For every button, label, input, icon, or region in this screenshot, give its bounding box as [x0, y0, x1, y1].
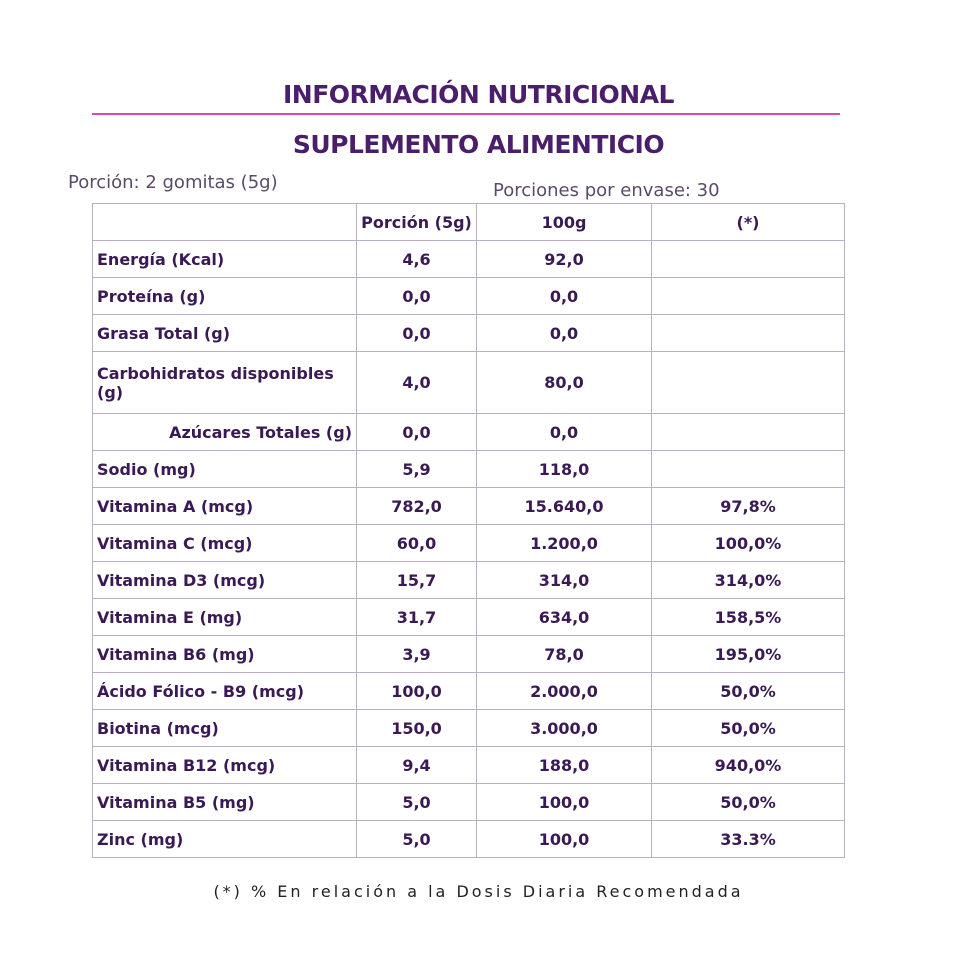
portion-value: 100,0: [357, 673, 477, 710]
table-row: [93, 636, 845, 673]
column-header-per100g: 100g: [477, 204, 652, 241]
title-divider: [92, 113, 840, 115]
table-row: [93, 414, 845, 451]
nutrient-name: Vitamina C (mcg): [93, 525, 357, 562]
portion-value: 4,6: [357, 241, 477, 278]
portion-value: 9,4: [357, 747, 477, 784]
table-row: [93, 451, 845, 488]
per100g-value: 92,0: [477, 241, 652, 278]
portion-value: 5,0: [357, 784, 477, 821]
column-header-nutrient: [93, 204, 357, 241]
per100g-value: 314,0: [477, 562, 652, 599]
per100g-value: 634,0: [477, 599, 652, 636]
table-row: [93, 278, 845, 315]
table-row: [93, 599, 845, 636]
portion-value: 5,9: [357, 451, 477, 488]
per100g-value: 0,0: [477, 315, 652, 352]
nutrient-name: Sodio (mg): [93, 451, 357, 488]
daily-value-percent: 940,0%: [652, 747, 845, 784]
nutrient-name: Vitamina B5 (mg): [93, 784, 357, 821]
table-row: [93, 352, 845, 414]
per100g-value: 0,0: [477, 278, 652, 315]
table-row: [93, 241, 845, 278]
daily-value-percent: 50,0%: [652, 673, 845, 710]
nutrient-name: Vitamina B6 (mg): [93, 636, 357, 673]
portion-value: 0,0: [357, 315, 477, 352]
portion-value: 4,0: [357, 352, 477, 414]
nutrient-name: Vitamina E (mg): [93, 599, 357, 636]
daily-value-percent: 33.3%: [652, 821, 845, 858]
portion-value: 60,0: [357, 525, 477, 562]
portion-value: 150,0: [357, 710, 477, 747]
daily-value-percent: 314,0%: [652, 562, 845, 599]
table-row: [93, 525, 845, 562]
portion-value: 5,0: [357, 821, 477, 858]
daily-value-percent: 100,0%: [652, 525, 845, 562]
nutrient-name: Biotina (mcg): [93, 710, 357, 747]
nutrient-name: Azúcares Totales (g): [93, 414, 357, 451]
daily-value-percent: [652, 451, 845, 488]
nutrient-name: Grasa Total (g): [93, 315, 357, 352]
portion-value: 15,7: [357, 562, 477, 599]
daily-value-percent: [652, 278, 845, 315]
nutrition-table: [92, 203, 845, 858]
daily-value-percent: 195,0%: [652, 636, 845, 673]
per100g-value: 1.200,0: [477, 525, 652, 562]
per100g-value: 3.000,0: [477, 710, 652, 747]
per100g-value: 188,0: [477, 747, 652, 784]
daily-value-percent: [652, 241, 845, 278]
nutrient-name: Energía (Kcal): [93, 241, 357, 278]
per100g-value: 0,0: [477, 414, 652, 451]
nutrient-name: Vitamina B12 (mcg): [93, 747, 357, 784]
portion-size-label: Porción: 2 gomitas (5g): [68, 172, 278, 193]
portion-value: 782,0: [357, 488, 477, 525]
per100g-value: 100,0: [477, 821, 652, 858]
table-row: [93, 821, 845, 858]
page-title: INFORMACIÓN NUTRICIONAL: [283, 80, 674, 109]
portion-value: 31,7: [357, 599, 477, 636]
daily-value-percent: [652, 352, 845, 414]
per100g-value: 118,0: [477, 451, 652, 488]
per100g-value: 100,0: [477, 784, 652, 821]
table-row: [93, 562, 845, 599]
table-row: [93, 488, 845, 525]
daily-value-percent: 97,8%: [652, 488, 845, 525]
nutrient-name: Ácido Fólico - B9 (mcg): [93, 673, 357, 710]
nutrient-name: Carbohidratos disponibles (g): [93, 352, 357, 414]
portion-value: 0,0: [357, 278, 477, 315]
nutrient-name: Vitamina A (mcg): [93, 488, 357, 525]
daily-value-percent: [652, 414, 845, 451]
table-header-row: [93, 204, 845, 241]
per100g-value: 2.000,0: [477, 673, 652, 710]
table-row: [93, 784, 845, 821]
daily-value-percent: 50,0%: [652, 784, 845, 821]
nutrient-name: Vitamina D3 (mcg): [93, 562, 357, 599]
nutrient-name: Proteína (g): [93, 278, 357, 315]
table-row: [93, 673, 845, 710]
column-header-portion: Porción (5g): [357, 204, 477, 241]
table-row: [93, 747, 845, 784]
table-row: [93, 315, 845, 352]
per100g-value: 15.640,0: [477, 488, 652, 525]
table-row: [93, 710, 845, 747]
daily-value-percent: [652, 315, 845, 352]
portion-value: 3,9: [357, 636, 477, 673]
page-subtitle: SUPLEMENTO ALIMENTICIO: [292, 130, 665, 159]
daily-value-percent: 50,0%: [652, 710, 845, 747]
servings-per-container-label: Porciones por envase: 30: [493, 180, 720, 201]
daily-value-percent: 158,5%: [652, 599, 845, 636]
column-header-daily-value: (*): [652, 204, 845, 241]
portion-value: 0,0: [357, 414, 477, 451]
nutrient-name: Zinc (mg): [93, 821, 357, 858]
per100g-value: 78,0: [477, 636, 652, 673]
footnote: (*) % En relación a la Dosis Diaria Recomendada: [213, 882, 744, 901]
per100g-value: 80,0: [477, 352, 652, 414]
